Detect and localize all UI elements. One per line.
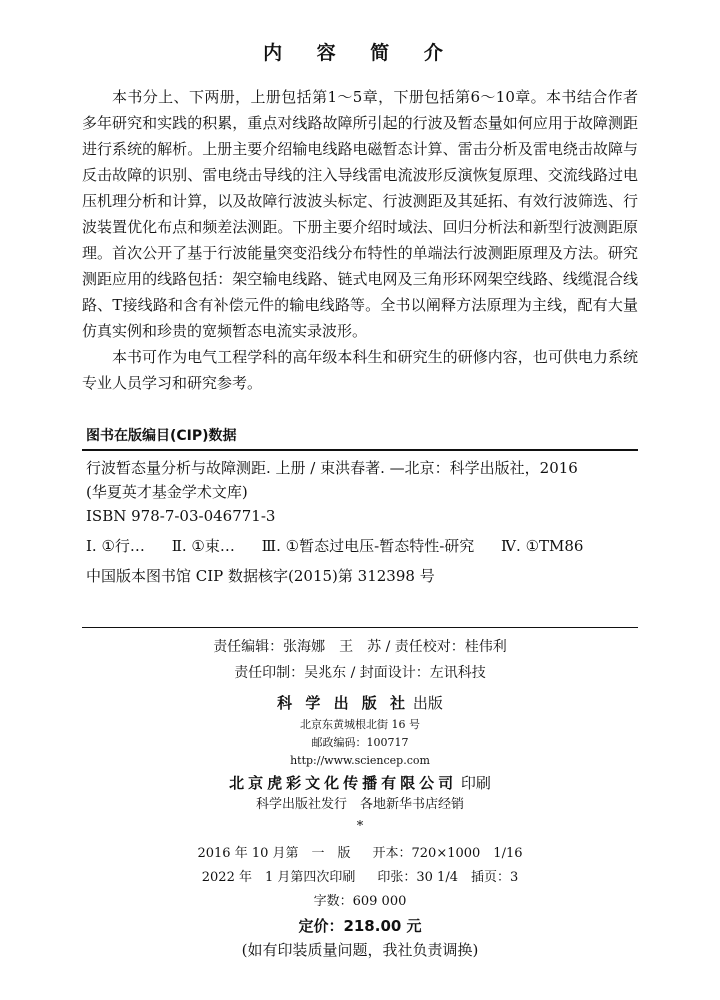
cip-class-4: Ⅳ. ①TM86: [501, 537, 584, 555]
publisher-info: [0, 690, 720, 836]
printer-suffix: 印刷: [460, 774, 491, 792]
print-specs: [0, 842, 720, 962]
printer-name: 北京虎彩文化传播有限公司: [229, 774, 458, 792]
publisher-postcode: 邮政编码：100717: [311, 736, 409, 749]
publisher-name: 科 学 出 版 社: [277, 694, 410, 712]
word-count: 字数：609 000: [313, 894, 407, 909]
summary-paragraph-2: 本书可作为电气工程学科的高年级本科生和研究生的研修内容，也可供电力系统专业人员学习和研究参考。: [82, 348, 638, 392]
separator-star: *: [356, 819, 364, 834]
cip-bottom-rule: [82, 627, 638, 628]
publisher-suffix: 出版: [412, 694, 443, 712]
summary-paragraph-1: 本书分上、下两册，上册包括第1～5章，下册包括第6～10章。本书结合作者多年研究和实践的积累，重点对线路故障所引起的行波及暂态量如何应用于故障测距进行系统的解析。上册主要介绍输电线路电磁暂态计算、雷击分析及雷电绕击故障与反击故障的识别、雷电绕击导线的注入导线雷电流波形反演恢复原理、交流线路过电压机理分析和计算，以及故障行波波头标定、行波测距及其延拓、有效行波筛选、行波装置优化布点和频差法测距。下册主要介绍时域法、回归分析法和新型行波测距原理。首次公开了基于行波能量突变沿线分布特性的单端法行波测距原理及方法。研究测距应用的线路包括：架空输电线路、链式电网及三角形环网架空线路、线缆混合线路、T接线路和含有补偿元件的输电线路等。全书以阐释方法原理为主线，配有大量仿真实例和珍贵的宽频暂态电流实录波形。: [82, 88, 638, 340]
cip-library-number: 中国版本图书馆 CIP 数据核字(2015)第 312398 号: [86, 567, 435, 585]
publisher-address: 北京东黄城根北街 16 号: [300, 718, 420, 731]
content-summary: [82, 84, 638, 396]
cip-class-2: Ⅱ. ①束…: [171, 537, 235, 555]
cip-heading: 图书在版编目(CIP)数据: [86, 428, 237, 444]
sheets: 印张：30 1/4 插页：3: [377, 870, 519, 885]
printing: 2022 年 1 月第四次印刷: [201, 870, 356, 885]
price: 定价：218.00 元: [298, 917, 422, 935]
cip-top-rule: [82, 449, 638, 451]
edition-line: [0, 842, 720, 866]
cip-title-line: 行波暂态量分析与故障测距. 上册 / 束洪春著. —北京：科学出版社，2016: [86, 459, 578, 477]
credits-editors: 责任编辑：张海娜 王 苏 / 责任校对：桂伟利: [213, 639, 507, 655]
edition: 2016 年 10 月第 一 版: [197, 846, 351, 861]
distribution-line: 科学出版社发行 各地新华书店经销: [255, 797, 464, 812]
cip-isbn: ISBN 978-7-03-046771-3: [86, 507, 276, 525]
cip-class-3: Ⅲ. ①暂态过电压-暂态特性-研究: [261, 537, 475, 555]
printing-line: [0, 866, 720, 890]
credits: [0, 634, 720, 686]
cip-class-1: Ⅰ. ①行…: [86, 537, 145, 555]
publisher-line: [0, 690, 720, 716]
cip-classification: [86, 534, 638, 558]
publisher-url: http://www.sciencep.com: [290, 754, 430, 767]
printer-line: [0, 770, 720, 796]
quality-note: (如有印装质量问题，我社负责调换): [241, 941, 479, 959]
cip-series: (华夏英才基金学术文库): [86, 483, 248, 501]
page-title: 内 容 简 介: [263, 42, 457, 64]
credits-production: 责任印制：吴兆东 / 封面设计：左讯科技: [234, 665, 486, 681]
cip-record: [86, 456, 638, 588]
format: 开本：720×1000 1/16: [372, 846, 523, 861]
